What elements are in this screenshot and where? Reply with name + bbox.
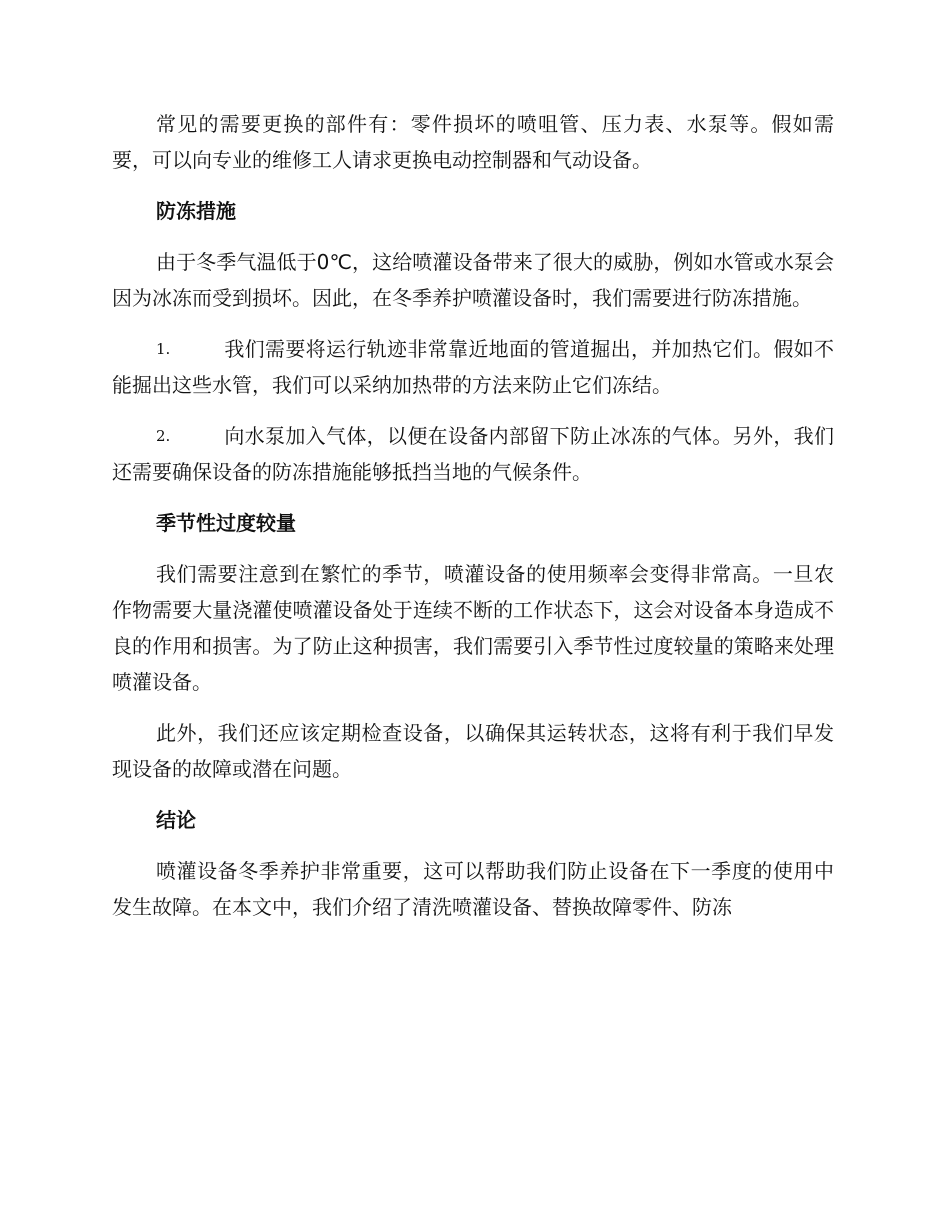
paragraph-conclusion: 喷灌设备冬季养护非常重要，这可以帮助我们防止设备在下一季度的使用中发生故障。在本文中，我们介绍了清洗喷灌设备、替换故障零件、防冻 [112, 859, 834, 919]
list-number: 2. [156, 427, 171, 445]
paragraph-replacement-parts: 常见的需要更换的部件有：零件损坏的喷咀管、压力表、水泵等。假如需要，可以向专业的维修工人请求更换电动控制器和气动设备。 [112, 112, 834, 172]
list-item-text: 向水泵加入气体，以便在设备内部留下防止冰冻的气体。另外，我们还需要确保设备的防冻措施能够抵挡当地的气候条件。 [112, 424, 834, 484]
paragraph-antifreeze-intro: 由于冬季气温低于0℃，这给喷灌设备带来了很大的威胁，例如水管或水泵会因为冰冻而受到损坏。因此，在冬季养护喷灌设备时，我们需要进行防冻措施。 [112, 250, 834, 310]
list-item-2 [112, 418, 834, 490]
heading-antifreeze: 防冻措施 [156, 199, 236, 223]
list-number: 1. [156, 340, 171, 358]
list-item-1 [112, 331, 834, 403]
paragraph-regular-inspection: 此外，我们还应该定期检查设备，以确保其运转状态，这将有利于我们早发现设备的故障或潜在问题。 [112, 721, 834, 781]
heading-seasonal: 季节性过度较量 [156, 511, 296, 535]
paragraph-seasonal-usage: 我们需要注意到在繁忙的季节，喷灌设备的使用频率会变得非常高。一旦农作物需要大量浇灌使喷灌设备处于连续不断的工作状态下，这会对设备本身造成不良的作用和损害。为了防止这种损害，我们需要引入季节性过度较量的策略来处理喷灌设备。 [112, 562, 834, 694]
list-item-text: 我们需要将运行轨迹非常靠近地面的管道掘出，并加热它们。假如不能掘出这些水管，我们可以采纳加热带的方法来防止它们冻结。 [112, 337, 834, 397]
document-body [112, 106, 834, 940]
heading-conclusion: 结论 [156, 808, 196, 832]
